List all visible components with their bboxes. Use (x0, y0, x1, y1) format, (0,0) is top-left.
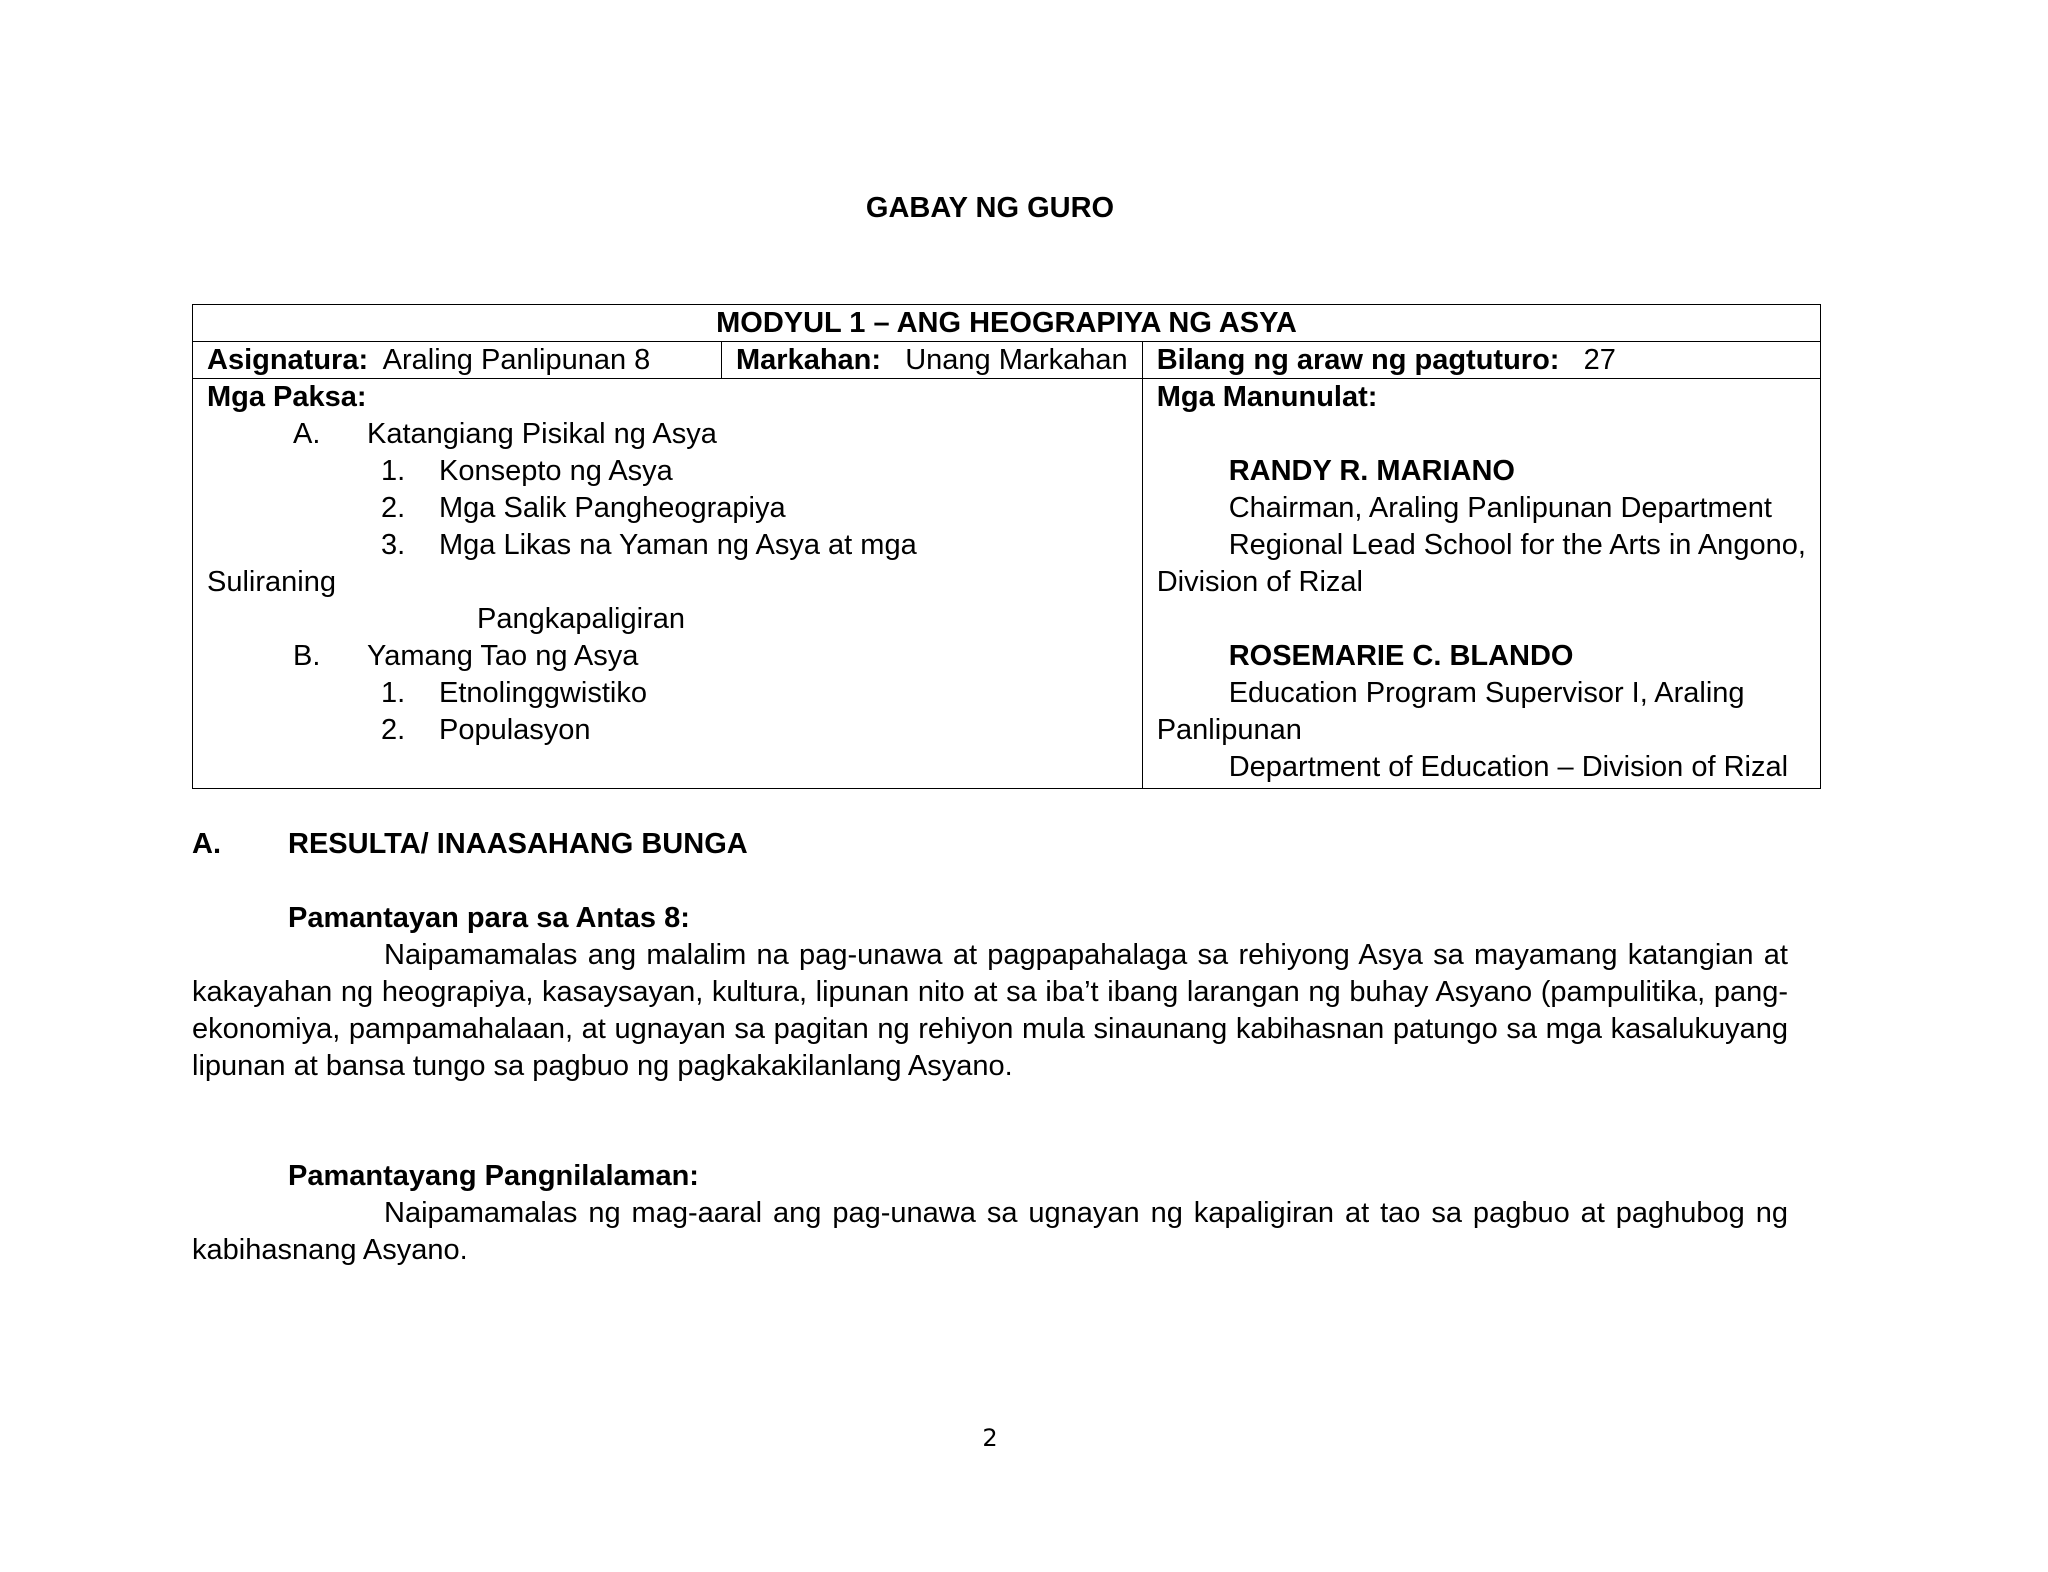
asignatura-cell (193, 342, 722, 379)
list-item-text: Populasyon (439, 714, 591, 746)
list-item-text: Mga Salik Pangheograpiya (439, 492, 786, 524)
spacer (1157, 416, 1806, 453)
list-item-text: Yamang Tao ng Asya (367, 640, 639, 672)
author-detail: Education Program Supervisor I, Araling (1228, 677, 1745, 709)
paksa-item-b (207, 638, 1128, 675)
spacer (1157, 601, 1806, 638)
module-title-row (193, 305, 1821, 342)
author-detail: Department of Education – Division of Rizal (1228, 751, 1789, 783)
list-item (207, 712, 1128, 749)
author-name: RANDY R. MARIANO (1228, 455, 1515, 487)
bilang-value: 27 (1583, 344, 1616, 376)
list-marker: 2. (381, 714, 406, 746)
list-item (207, 490, 1128, 527)
markahan-cell (722, 342, 1143, 379)
page-number: 2 (982, 1424, 998, 1452)
list-marker: 3. (381, 529, 406, 561)
section-title: RESULTA/ INAASAHANG BUNGA (288, 828, 748, 860)
asignatura-label: Asignatura: (207, 344, 369, 376)
author-detail: Panlipunan (1156, 714, 1302, 746)
pamantayan-paragraph: Naipamamalas ang malalim na pag-unawa at pagpapahalaga sa rehiyong Asya sa mayamang katangian at kakayahan ng heograpiya, kasaysayan, kultura, lipunan nito at sa iba’t ibang larangan ng buhay Asyano (pampulitika, pang-ekonomiya, pampamahalaan, at ugnayan sa pagitan ng rehiyon mula sinaunang kabihasnan patungo sa mga kasalukuyang lipunan at bansa tungo sa pagbuo ng pagkakakilanlang Asyano. (192, 939, 1788, 1082)
bilang-label: Bilang ng araw ng pagtuturo: (1156, 344, 1560, 376)
pangnilalaman-paragraph: Naipamamalas ng mag-aaral ang pag-unawa sa ugnayan ng kapaligiran at tao sa pagbuo at paghubog ng kabihasnang Asyano. (192, 1197, 1788, 1266)
paksa-cell (193, 379, 1143, 789)
list-marker: 1. (381, 677, 406, 709)
module-info-table (192, 304, 1821, 789)
list-item-text: Mga Likas na Yaman ng Asya at mga (439, 529, 917, 561)
markahan-label: Markahan: (736, 344, 882, 376)
list-item-wrap: Suliraning (207, 566, 336, 598)
markahan-value: Unang Markahan (905, 344, 1128, 376)
paksa-item-a (207, 416, 1128, 453)
module-content-row (193, 379, 1821, 789)
author-name: ROSEMARIE C. BLANDO (1228, 640, 1574, 672)
bilang-cell (1142, 342, 1820, 379)
pangnilalaman-block (192, 1158, 1788, 1269)
author-detail: Regional Lead School for the Arts in Angono, (1228, 529, 1806, 561)
list-item (207, 527, 1128, 564)
list-item-text: Konsepto ng Asya (439, 455, 673, 487)
list-item-wrap: Pangkapaligiran (477, 603, 685, 635)
pangnilalaman-heading: Pamantayang Pangnilalaman: (288, 1160, 699, 1192)
manunulat-cell (1142, 379, 1820, 789)
list-item (207, 675, 1128, 712)
list-item (207, 453, 1128, 490)
manunulat-label: Mga Manunulat: (1156, 381, 1378, 413)
pamantayan-block (192, 900, 1788, 1085)
author-detail: Division of Rizal (1156, 566, 1363, 598)
list-marker: A. (293, 418, 321, 450)
paksa-label: Mga Paksa: (207, 381, 367, 413)
asignatura-value: Araling Panlipunan 8 (382, 344, 651, 376)
pamantayan-heading: Pamantayan para sa Antas 8: (288, 902, 690, 934)
section-letter: A. (192, 828, 221, 860)
page-title: GABAY NG GURO (865, 192, 1115, 224)
list-item-text: Etnolinggwistiko (439, 677, 647, 709)
list-item-text: Katangiang Pisikal ng Asya (367, 418, 717, 450)
list-marker: 1. (381, 455, 406, 487)
section-heading (192, 826, 1788, 863)
module-title: MODYUL 1 – ANG HEOGRAPIYA NG ASYA (193, 305, 1821, 342)
list-marker: 2. (381, 492, 406, 524)
module-info-row (193, 342, 1821, 379)
author-detail: Chairman, Araling Panlipunan Department (1228, 492, 1772, 524)
list-marker: B. (293, 640, 321, 672)
